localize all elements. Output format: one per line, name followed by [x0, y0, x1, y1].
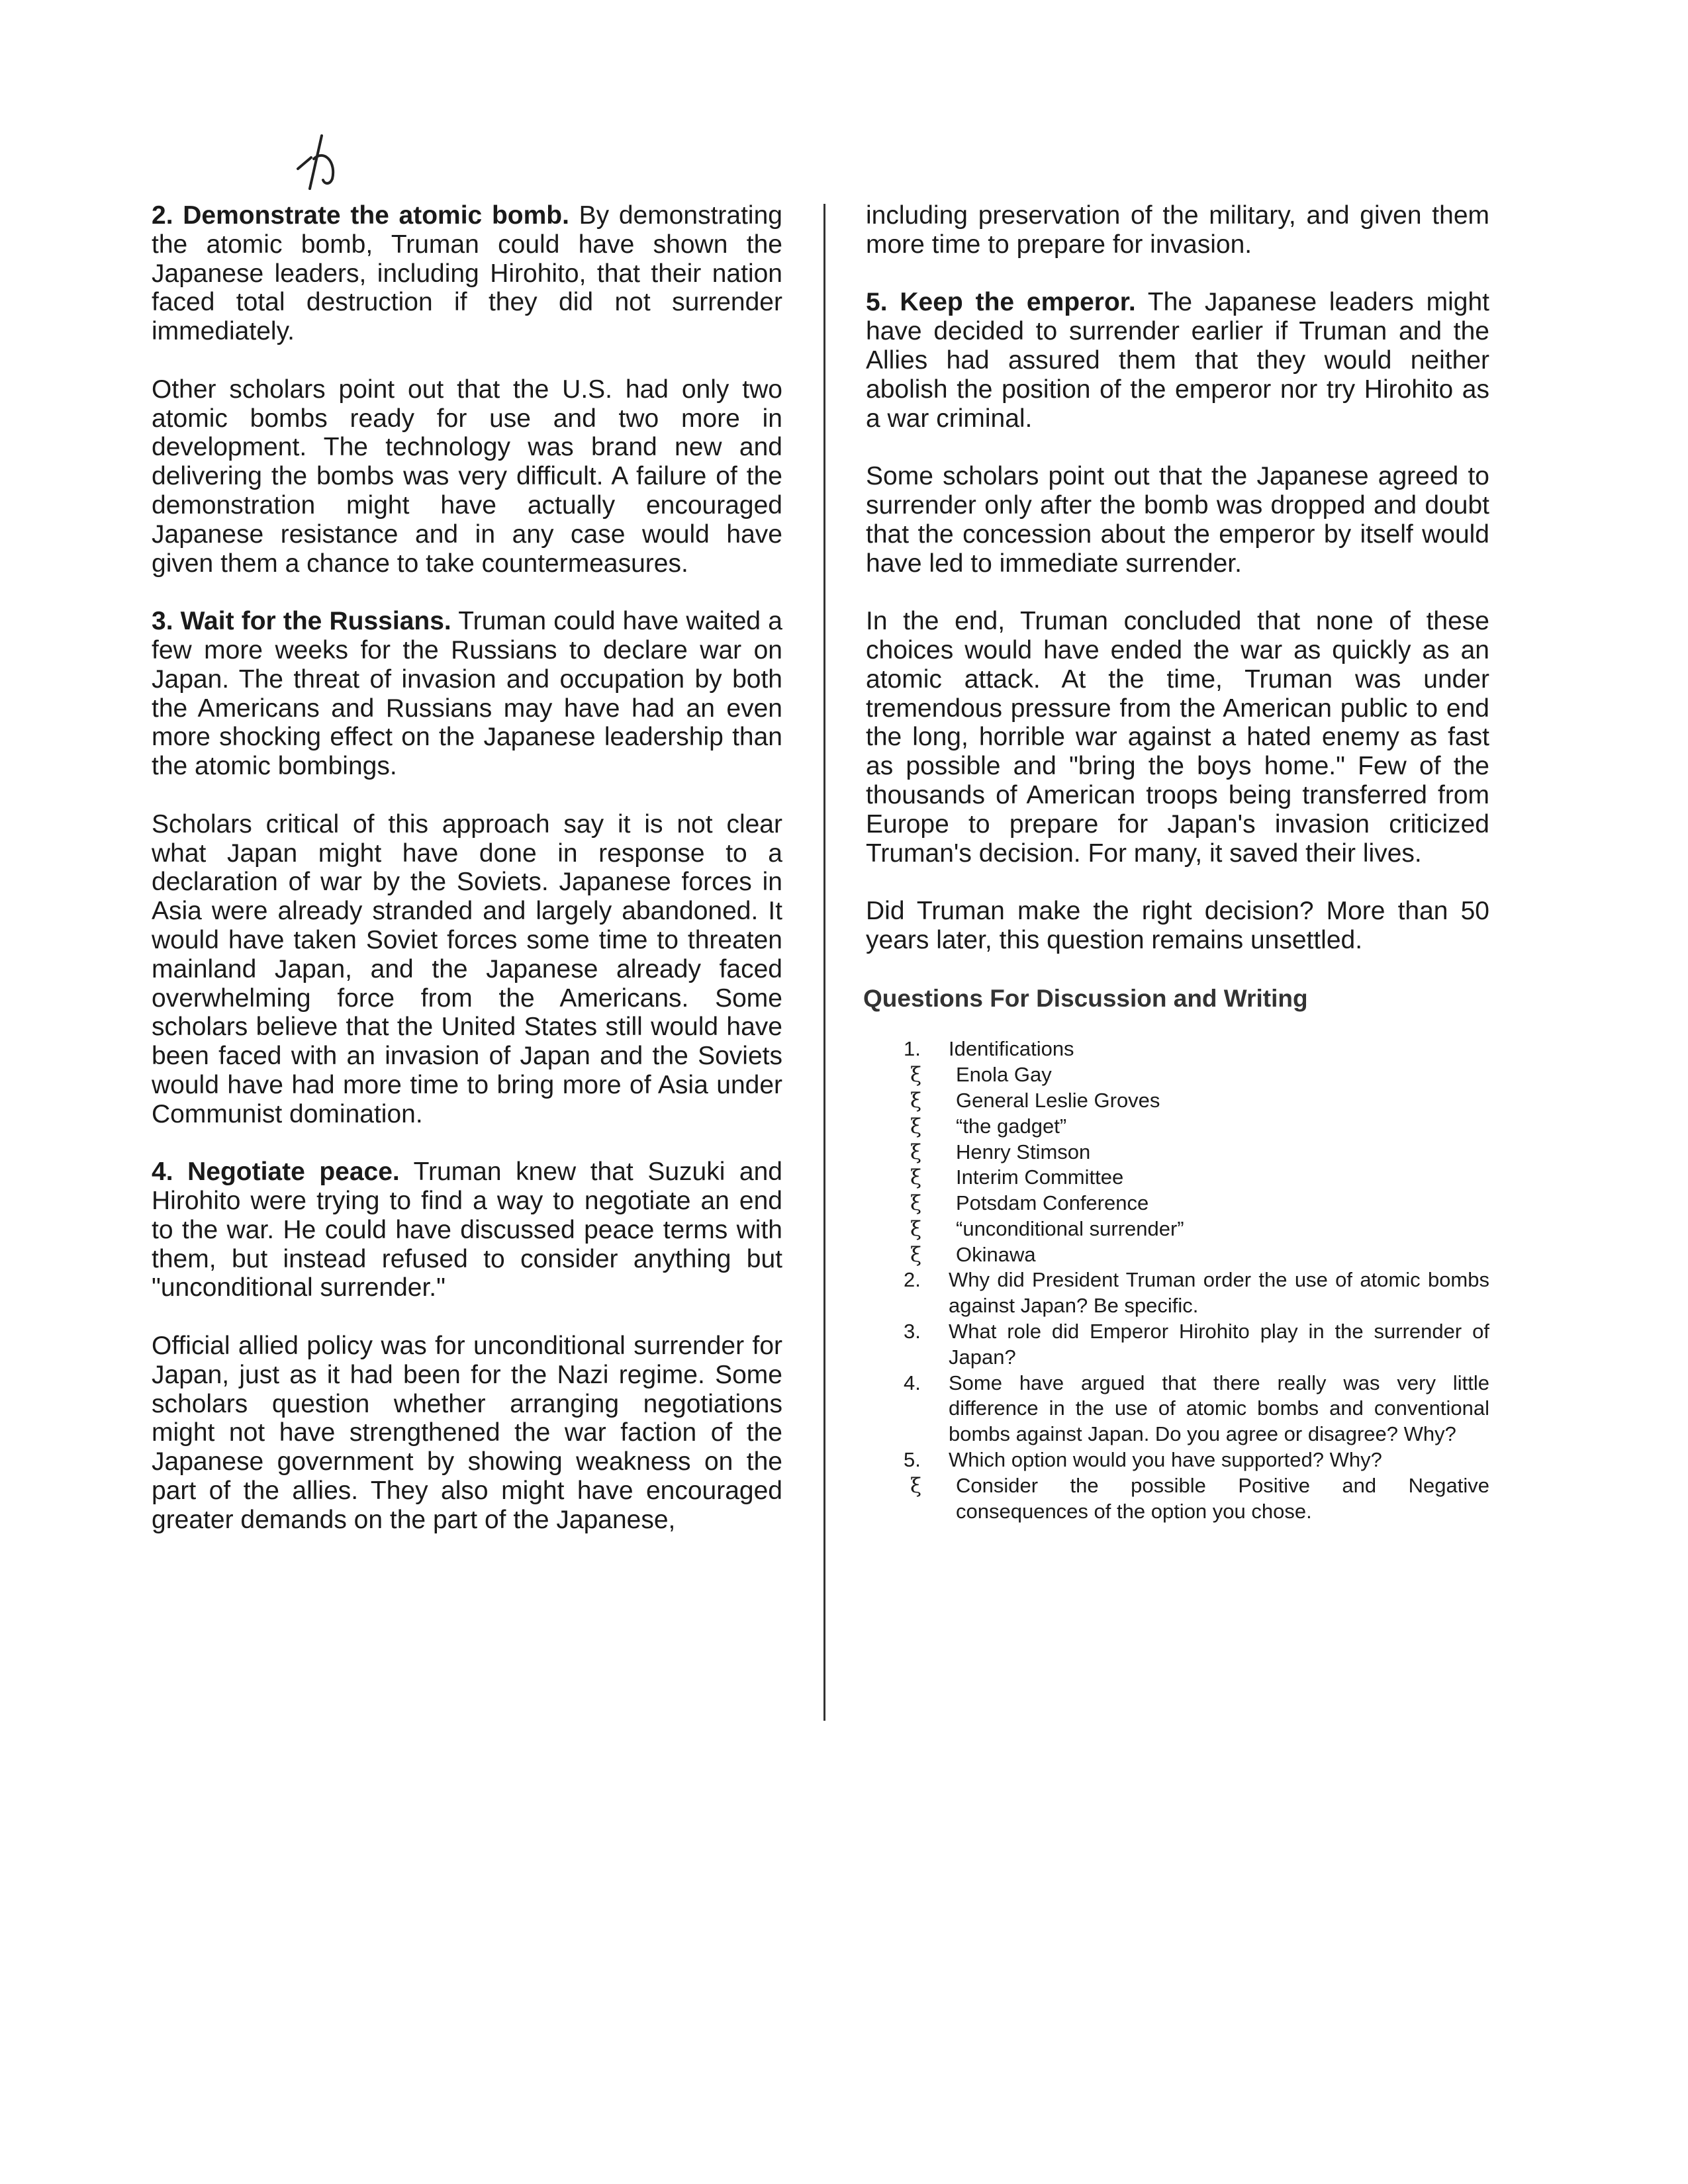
column-divider — [823, 204, 825, 1721]
question-number: 2. — [904, 1268, 921, 1292]
paragraph-text: Truman could have waited a few more weeks for the Russians to declare war on Japan. The threat of invasion and occupation by both the Americans and Russians may have had an even more shocking effect on the Japanese leadership than the atomic bombings. — [152, 607, 782, 781]
question-text: Some have argued that there really was very little difference in the use of atomic bombs and conventional bombs against Japan. Do you agree or disagree? Why? — [949, 1371, 1489, 1446]
question-number: 4. — [904, 1371, 921, 1394]
heading-demonstrate: 2. Demonstrate the atomic bomb. — [152, 201, 569, 230]
paragraph-negotiate — [152, 1158, 782, 1302]
xi-bullet-icon: ξ — [910, 1191, 922, 1216]
question-number: 1. — [904, 1037, 921, 1061]
questions-heading: Questions For Discussion and Writing — [863, 984, 1308, 1012]
list-item-text: Interim Committee — [956, 1165, 1124, 1189]
list-item — [866, 1062, 1489, 1088]
xi-bullet-icon: ξ — [910, 1242, 922, 1267]
list-item-text: Potsdam Conference — [956, 1191, 1149, 1215]
question-text: Which option would you have supported? Why? — [949, 1448, 1382, 1472]
question-number: 5. — [904, 1448, 921, 1472]
heading-russians: 3. Wait for the Russians. — [152, 607, 451, 636]
list-item — [866, 1088, 1489, 1114]
paragraph-russians — [152, 607, 782, 781]
list-item-text: Enola Gay — [956, 1063, 1052, 1087]
paragraph-text: The Japanese leaders might have decided to surrender earlier if Truman and the Allies had assured them that they would neither abolish the position of the emperor nor try Hirohito as a war criminal. — [866, 288, 1490, 433]
questions-list — [866, 1036, 1489, 1524]
list-item-text: “the gadget” — [956, 1114, 1067, 1138]
question-text: What role did Emperor Hirohito play in the surrender of Japan? — [949, 1320, 1489, 1369]
list-item-text: Consider the possible Positive and Negative consequences of the option you chose. — [956, 1473, 1489, 1523]
paragraph-unsettled: Did Truman make the right decision? More than 50 years later, this question remains unsettled. — [866, 897, 1489, 954]
paragraph-continuation: including preservation of the military, and given them more time to prepare for invasion. — [866, 201, 1489, 259]
identifications-list — [866, 1062, 1489, 1267]
paragraph-conclusion: In the end, Truman concluded that none of these choices would have ended the war as quickly as an atomic attack. At the time, Truman was under tremendous pressure from the American public to end the long, horrible war against a hated enemy as fast as possible and "bring the boys home." Few of the thousands of American troops being transferred from Europe to prepare for Japan's invasion criticized Truman's decision. For many, it saved their lives. — [866, 607, 1489, 868]
paragraph-emperor — [866, 288, 1489, 433]
question-item — [866, 1447, 1489, 1524]
paragraph-russians-critique: Scholars critical of this approach say it is not clear what Japan might have done in response to a declaration of war by the Soviets. Japanese forces in Asia were already stranded and largely abandoned. It would have taken Soviet forces some time to threaten mainland Japan, and the Japanese already faced overwhelming force from the Americans. Some scholars believe that the United States still would have been faced with an invasion of Japan and the Soviets would have had more time to bring more of Asia under Communist domination. — [152, 809, 782, 1128]
list-item — [866, 1473, 1489, 1525]
paragraph-text: Truman knew that Suzuki and Hirohito were trying to find a way to negotiate an end to the war. He could have discussed peace terms with them, but instead refused to consider anything but "unconditional surrender." — [152, 1158, 783, 1302]
question-text: Identifications — [949, 1037, 1074, 1061]
xi-bullet-icon: ξ — [910, 1088, 922, 1113]
question-item — [866, 1371, 1489, 1447]
list-item — [866, 1216, 1489, 1242]
handwritten-page-number — [291, 132, 357, 192]
question-item — [866, 1319, 1489, 1371]
paragraph-negotiate-critique: Official allied policy was for unconditional surrender for Japan, just as it had been for the Nazi regime. Some scholars question whether arranging negotiations might not have strengthened the war faction of the Japanese government by showing weakness on the part of the allies. They also might have encouraged greater demands on the part of the Japanese, — [152, 1332, 782, 1534]
list-item — [866, 1165, 1489, 1191]
heading-emperor: 5. Keep the emperor. — [866, 288, 1136, 317]
paragraph-emperor-critique: Some scholars point out that the Japanese agreed to surrender only after the bomb was dropped and doubt that the concession about the emperor by itself would have led to immediate surrender. — [866, 462, 1489, 578]
paragraph-text: By demonstrating the atomic bomb, Truman could have shown the Japanese leaders, including Hirohito, that their nation faced total destruction if they did not surrender immediately. — [152, 201, 782, 346]
left-column — [152, 201, 782, 1563]
heading-negotiate: 4. Negotiate peace. — [152, 1158, 400, 1187]
paragraph-demonstrate — [152, 201, 782, 346]
question-item — [866, 1267, 1489, 1319]
list-item-text: Okinawa — [956, 1242, 1036, 1266]
list-item — [866, 1114, 1489, 1140]
list-item — [866, 1191, 1489, 1216]
xi-bullet-icon: ξ — [910, 1216, 922, 1241]
question-item — [866, 1036, 1489, 1267]
question-number: 3. — [904, 1320, 921, 1343]
list-item-text: “unconditional surrender” — [956, 1216, 1184, 1240]
list-item-text: General Leslie Groves — [956, 1088, 1160, 1112]
paragraph-demonstrate-critique: Other scholars point out that the U.S. had only two atomic bombs ready for use and two more in development. The technology was brand new and delivering the bombs was very difficult. A failure of the demonstration might have actually encouraged Japanese resistance and in any case would have given them a chance to take countermeasures. — [152, 375, 782, 578]
xi-bullet-icon: ξ — [910, 1114, 922, 1138]
right-column — [863, 201, 1490, 1524]
question-text: Why did President Truman order the use of atomic bombs against Japan? Be specific. — [949, 1268, 1489, 1318]
xi-bullet-icon: ξ — [910, 1473, 922, 1498]
list-item — [866, 1140, 1489, 1165]
xi-bullet-icon: ξ — [910, 1140, 922, 1164]
consider-list — [866, 1473, 1489, 1525]
xi-bullet-icon: ξ — [910, 1063, 922, 1087]
xi-bullet-icon: ξ — [910, 1165, 922, 1190]
list-item-text: Henry Stimson — [956, 1140, 1091, 1163]
list-item — [866, 1242, 1489, 1268]
